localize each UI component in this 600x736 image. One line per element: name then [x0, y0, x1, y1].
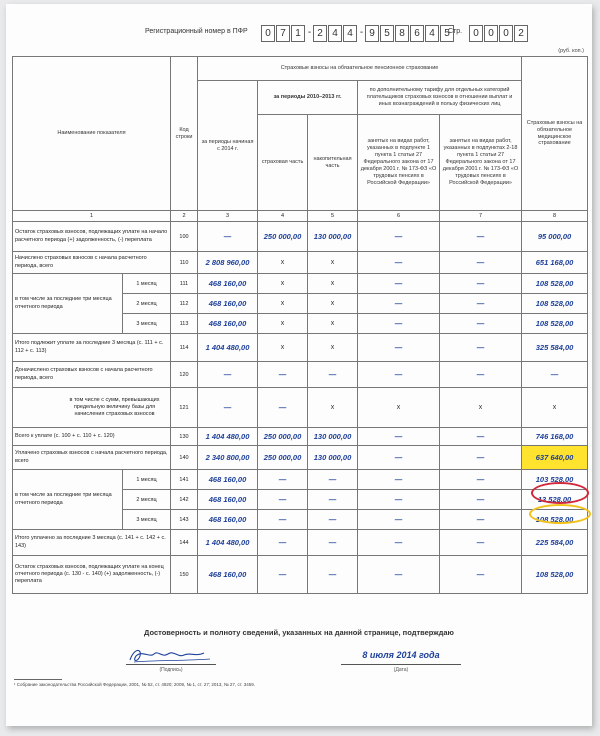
cell-value: —: [440, 314, 522, 334]
cell-value: —: [358, 252, 440, 274]
signature-line: [126, 664, 216, 665]
cell-value: —: [440, 334, 522, 362]
col-num: 2: [171, 211, 198, 222]
reg-digit: 2: [313, 25, 327, 42]
table-row-120: [13, 362, 588, 388]
header-additional-tariff: по дополнительному тарифу для отдельных категорий плательщиков страховых взносов в отношении выплат и иных вознаграждений в пользу физических лиц: [358, 81, 522, 115]
table-row-140: [13, 446, 588, 470]
cell-value: —: [440, 222, 522, 252]
cell-value: —: [440, 428, 522, 446]
reg-digit: 5: [380, 25, 394, 42]
page-number-boxes: [469, 25, 529, 42]
cell-value: 1 404 480,00: [198, 530, 258, 556]
red-circle-annotation: [531, 482, 589, 504]
table-row-130: [13, 428, 588, 446]
row-code: 113: [171, 314, 198, 334]
table-row-150: [13, 556, 588, 594]
cell-value: x: [308, 274, 358, 294]
row-label: 3 месяц: [123, 314, 171, 334]
cell-value: x: [440, 388, 522, 428]
cell-value: x: [308, 334, 358, 362]
row-label: Остаток страховых взносов, подлежащих уплате на начало расчетного периода (+) задолженность, (-) переплата: [13, 222, 171, 252]
date-line: [341, 664, 461, 665]
cell-value: 250 000,00: [258, 446, 308, 470]
cell-value: —: [440, 470, 522, 490]
cell-value: 108 528,00: [522, 314, 588, 334]
reg-digit: 5: [440, 25, 454, 42]
cell-value: —: [358, 470, 440, 490]
cell-value: —: [258, 388, 308, 428]
signature-caption: (Подпись): [159, 667, 183, 673]
cell-value: x: [258, 274, 308, 294]
cell-value: 1 404 480,00: [198, 334, 258, 362]
table-row-144: [13, 530, 588, 556]
row-code: 130: [171, 428, 198, 446]
page-digit: 0: [499, 25, 513, 42]
reg-number-label: Регистрационный номер в ПФР: [145, 28, 248, 35]
cell-value: 325 584,00: [522, 334, 588, 362]
row-code: 100: [171, 222, 198, 252]
page-digit: 0: [484, 25, 498, 42]
cell-value: —: [308, 362, 358, 388]
cell-value: —: [308, 510, 358, 530]
cell-value: —: [358, 490, 440, 510]
reg-digit: 8: [395, 25, 409, 42]
header-indicator-name: Наименование показателя: [13, 57, 171, 211]
cell-value: —: [440, 362, 522, 388]
form-sheet: [6, 4, 592, 726]
cell-value: 468 160,00: [198, 556, 258, 594]
cell-value: —: [358, 314, 440, 334]
header-subparagraph-1: занятых на видах работ, указанных в подпункте 1 пункта 1 статьи 27 Федерального закона от 17 декабря 2001 г. № 173-ФЗ «О трудовых пенсиях в Российской Федерации»: [358, 115, 440, 211]
cell-value: 130 000,00: [308, 222, 358, 252]
cell-value: —: [308, 556, 358, 594]
date-value: 8 июля 2014 года: [362, 650, 440, 660]
page-digit: 0: [469, 25, 483, 42]
cell-value: —: [440, 252, 522, 274]
cell-value: 108 528,00: [522, 510, 588, 530]
date-caption: (Дата): [393, 667, 409, 673]
header-medical: Страховые взносы на обязательное медицинское страхование: [522, 57, 588, 211]
currency-unit: (руб. коп.): [558, 48, 584, 54]
row-label: 2 месяц: [123, 294, 171, 314]
col-num: 4: [258, 211, 308, 222]
header-funded-part: накопительная часть: [308, 115, 358, 211]
reg-digit: 4: [343, 25, 357, 42]
row-label: Уплачено страховых взносов с начала расчетного периода, всего: [13, 446, 171, 470]
cell-value: x: [258, 252, 308, 274]
row-code: 143: [171, 510, 198, 530]
cell-value: 225 584,00: [522, 530, 588, 556]
cell-value-highlighted: 637 640,00: [522, 446, 588, 470]
row-label: Начислено страховых взносов с начала расчетного периода, всего: [13, 252, 171, 274]
row-label: Всего к уплате (с. 100 + с. 110 + с. 120): [13, 428, 171, 446]
reg-separator: -: [359, 27, 364, 38]
footnote: ¹ Собрание законодательства Российской Федерации, 2001, № 52, ст. 4920; 2009, № 1, ст. 27; 2013, № 27, ст. 3459.: [14, 682, 256, 687]
cell-value: x: [358, 388, 440, 428]
table-row-100: [13, 222, 588, 252]
cell-value: —: [440, 490, 522, 510]
row-code: 120: [171, 362, 198, 388]
row-group-label: в том числе за последние три месяца отчетного периода: [13, 470, 123, 530]
column-numbers-row: [13, 211, 588, 222]
cell-value: x: [308, 388, 358, 428]
cell-value: —: [308, 530, 358, 556]
row-label: в том числе с сумм, превышающих предельную величину базы для начисления страховых взносов: [13, 388, 171, 428]
row-label: Остаток страховых взносов, подлежащих уплате на конец отчетного периода (с. 130 - с. 140) (+) задолженность, (-) переплата: [13, 556, 171, 594]
reg-digit: 6: [410, 25, 424, 42]
cell-value: x: [258, 294, 308, 314]
reg-digit: 7: [276, 25, 290, 42]
reg-digit: 1: [291, 25, 305, 42]
row-code: 141: [171, 470, 198, 490]
cell-value: —: [198, 222, 258, 252]
cell-value: —: [258, 490, 308, 510]
cell-value: 250 000,00: [258, 428, 308, 446]
cell-value: 130 000,00: [308, 428, 358, 446]
table-row-114: [13, 334, 588, 362]
row-label: 2 месяц: [123, 490, 171, 510]
cell-value: x: [522, 388, 588, 428]
row-code: 114: [171, 334, 198, 362]
cell-value: x: [258, 334, 308, 362]
header-from-2014: за периоды начиная с 2014 г.: [198, 81, 258, 211]
cell-value: —: [198, 388, 258, 428]
header-2010-2013: за периоды 2010–2013 гг.: [258, 81, 358, 115]
row-code: 142: [171, 490, 198, 510]
cell-value: x: [308, 252, 358, 274]
header-insured-part: страховая часть: [258, 115, 308, 211]
cell-value: 250 000,00: [258, 222, 308, 252]
cell-value: 108 528,00: [522, 556, 588, 594]
row-label: Итого подлежит уплате за последние 3 месяца (с. 111 + с. 112 + с. 113): [13, 334, 171, 362]
cell-value: —: [440, 530, 522, 556]
col-num: 7: [440, 211, 522, 222]
table-row-111: [13, 274, 588, 294]
cell-value: —: [358, 446, 440, 470]
row-code: 112: [171, 294, 198, 314]
cell-value: —: [358, 334, 440, 362]
cell-value: —: [258, 362, 308, 388]
reg-digit: 4: [425, 25, 439, 42]
footnote-divider: [14, 679, 62, 680]
contributions-table: [12, 56, 588, 594]
cell-value: —: [358, 274, 440, 294]
cell-value: —: [440, 274, 522, 294]
col-num: 1: [13, 211, 171, 222]
table-row-110: [13, 252, 588, 274]
cell-value: 468 160,00: [198, 510, 258, 530]
row-label: Итого уплачено за последние 3 месяца (с. 141 + с. 142 + с. 143): [13, 530, 171, 556]
reg-number-boxes: [261, 25, 455, 42]
row-code: 140: [171, 446, 198, 470]
cell-value: —: [258, 556, 308, 594]
cell-value: —: [522, 362, 588, 388]
cell-value: 108 528,00: [522, 294, 588, 314]
yellow-circle-annotation: [529, 504, 591, 524]
row-label: Доначислено страховых взносов с начала расчетного периода, всего: [13, 362, 171, 388]
cell-value: —: [440, 446, 522, 470]
row-code: 110: [171, 252, 198, 274]
cell-value: 468 160,00: [198, 470, 258, 490]
cell-value: 1 404 480,00: [198, 428, 258, 446]
row-label: 3 месяц: [123, 510, 171, 530]
cell-value: —: [308, 470, 358, 490]
confirmation-text: Достоверность и полноту сведений, указанных на данной странице, подтверждаю: [144, 628, 454, 637]
header-subparagraph-2-18: занятых на видах работ, указанных в подпунктах 2-18 пункта 1 статьи 27 Федерального закона от 17 декабря 2001 г. № 173-ФЗ «О трудовых пенсиях в Российской Федерации»: [440, 115, 522, 211]
row-code: 150: [171, 556, 198, 594]
cell-value: x: [308, 314, 358, 334]
cell-value: —: [358, 222, 440, 252]
cell-value: —: [358, 362, 440, 388]
page-label: Стр.: [448, 28, 463, 35]
cell-value: —: [258, 470, 308, 490]
cell-value: 468 160,00: [198, 274, 258, 294]
cell-value: 651 168,00: [522, 252, 588, 274]
reg-digit: 9: [365, 25, 379, 42]
col-num: 6: [358, 211, 440, 222]
cell-value: —: [358, 294, 440, 314]
header-line-code: Код строки: [171, 57, 198, 211]
col-num: 8: [522, 211, 588, 222]
header-pension: Страховые взносы на обязательное пенсионное страхование: [198, 57, 522, 81]
cell-value: 103 528,00: [522, 470, 588, 490]
row-label: 1 месяц: [123, 274, 171, 294]
cell-value: —: [258, 530, 308, 556]
col-num: 5: [308, 211, 358, 222]
cell-value: 95 000,00: [522, 222, 588, 252]
cell-value: —: [198, 362, 258, 388]
row-label: 1 месяц: [123, 470, 171, 490]
cell-value: x: [258, 314, 308, 334]
cell-value: 468 160,00: [198, 294, 258, 314]
cell-value: —: [358, 428, 440, 446]
cell-value: 13 528,00: [522, 490, 588, 510]
table-row-141: [13, 470, 588, 490]
cell-value: —: [358, 510, 440, 530]
reg-digit: 4: [328, 25, 342, 42]
cell-value: —: [440, 294, 522, 314]
col-num: 3: [198, 211, 258, 222]
page-digit: 2: [514, 25, 528, 42]
row-group-label: в том числе за последние три месяца отчетного периода: [13, 274, 123, 334]
row-code: 121: [171, 388, 198, 428]
row-code: 111: [171, 274, 198, 294]
cell-value: 468 160,00: [198, 314, 258, 334]
row-code: 144: [171, 530, 198, 556]
cell-value: —: [358, 556, 440, 594]
cell-value: —: [358, 530, 440, 556]
reg-digit: 0: [261, 25, 275, 42]
table-row-121: [13, 388, 588, 428]
cell-value: x: [308, 294, 358, 314]
cell-value: 468 160,00: [198, 490, 258, 510]
reg-separator: -: [307, 27, 312, 38]
signature-image: [124, 644, 214, 666]
cell-value: —: [440, 510, 522, 530]
cell-value: 2 340 800,00: [198, 446, 258, 470]
cell-value: —: [440, 556, 522, 594]
cell-value: 746 168,00: [522, 428, 588, 446]
cell-value: —: [258, 510, 308, 530]
cell-value: 2 808 960,00: [198, 252, 258, 274]
cell-value: 108 528,00: [522, 274, 588, 294]
cell-value: 130 000,00: [308, 446, 358, 470]
cell-value: —: [308, 490, 358, 510]
